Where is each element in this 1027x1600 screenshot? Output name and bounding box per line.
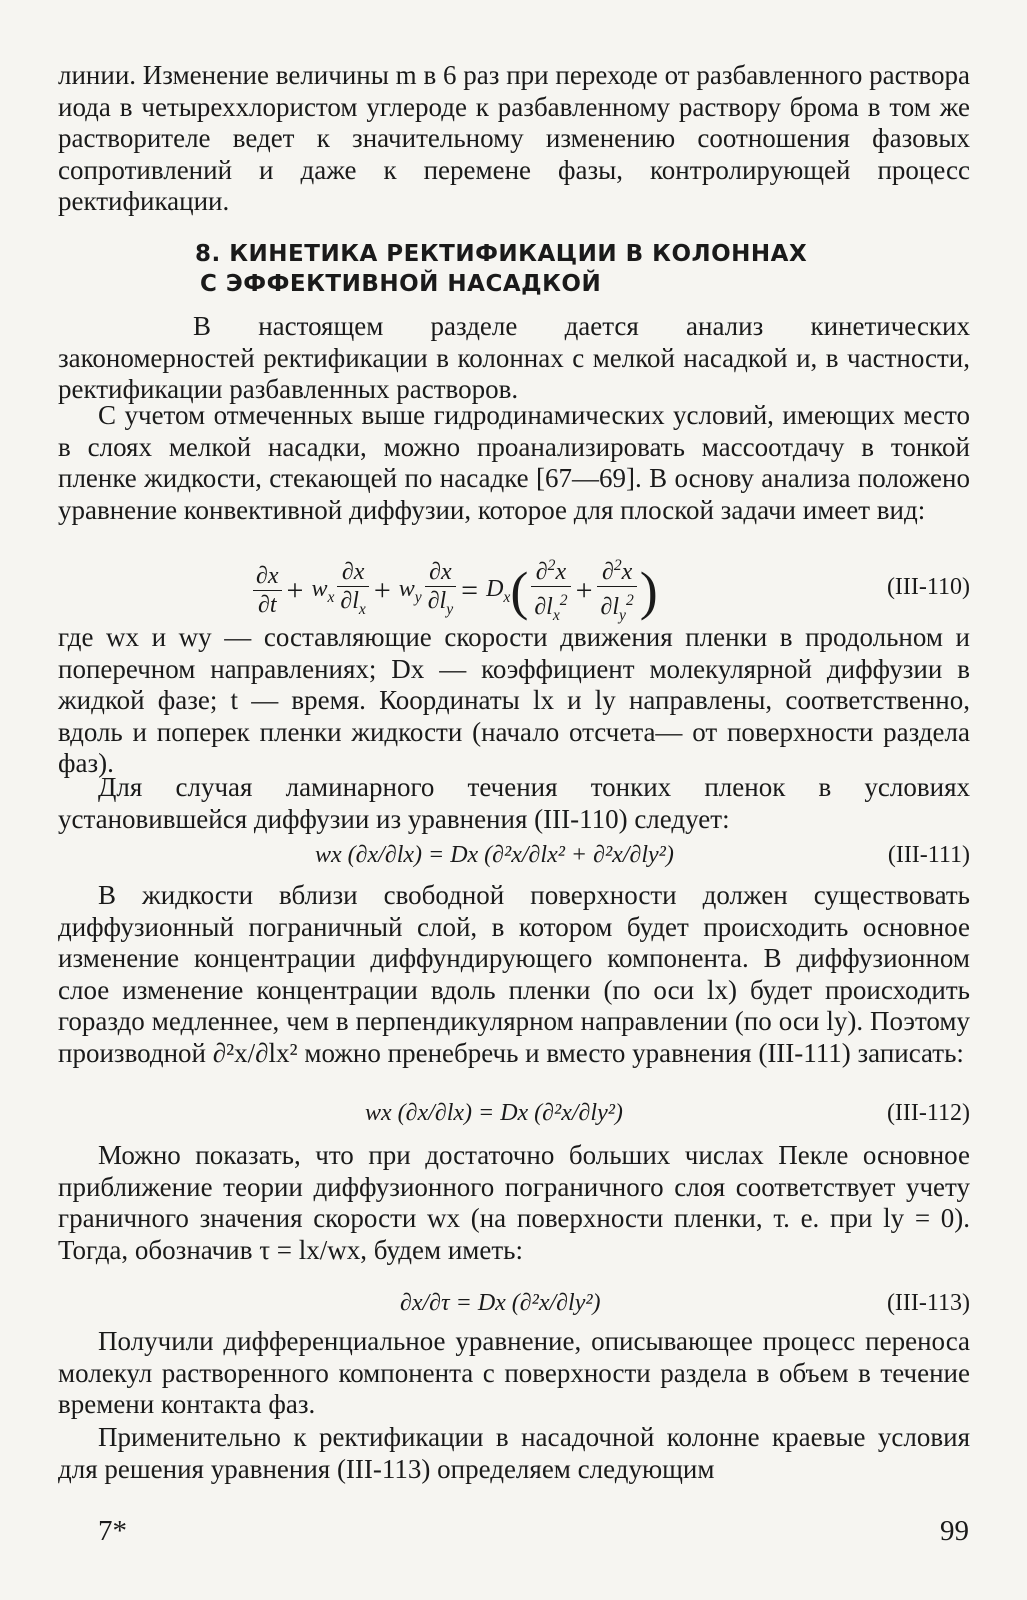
paragraph-intro: линии. Изменение величины m в 6 раз при переходе от разбавленного раствора иода в четыреххлористом углероде к разбавленному раствору брома в том же растворителе ведет к значительному изменению соотношения фазовых сопротивлений и даже к перемене фазы, контролирующей процесс ректификации. <box>58 60 970 216</box>
paragraph-section-intro: В настоящем разделе дается анализ кинетических закономерностей ректификации в колоннах с мелкой насадкой и, в частности, ректификации разбавленных растворов. <box>58 311 970 404</box>
paragraph-differential-equation: Получили дифференциальное уравнение, описывающее процесс переноса молекул растворенного компонента с поверхности раздела в объем в течение времени контакта фаз. <box>58 1326 970 1419</box>
equation-iii-112: wx (∂x/∂lx) = Dx (∂²x/∂ly²) <box>365 1100 623 1126</box>
equation-number-iii-112: (III-112) <box>886 1100 970 1126</box>
section-heading-line2: С ЭФФЕКТИВНОЙ НАСАДКОЙ <box>200 271 602 297</box>
signature-mark: 7* <box>98 1515 127 1547</box>
section-heading-line1: 8. КИНЕТИКА РЕКТИФИКАЦИИ В КОЛОННАХ <box>195 241 808 267</box>
equation-iii-113: ∂x/∂τ = Dx (∂²x/∂ly²) <box>400 1290 601 1316</box>
paragraph-notation: где wx и wy — составляющие скорости движения пленки в продольном и поперечном направлениях; Dx — коэффициент молекулярной диффузии в жидкой фазе; t — время. Координаты lx и ly направлены, соответственно, вдоль и поперек пленки жидкости (начало отсчета— от поверхности раздела фаз). <box>58 622 970 778</box>
paragraph-laminar: Для случая ламинарного течения тонких пленок в условиях установившейся диффузии из уравнения (III-110) следует: <box>58 772 970 834</box>
paragraph-peclet: Можно показать, что при достаточно больших числах Пекле основное приближение теории диффузионного пограничного слоя соответствует учету граничного значения скорости wx (на поверхности пленки, т. е. при ly = 0). Тогда, обозначив τ = lx/wx, будем иметь: <box>58 1140 970 1265</box>
equation-number-iii-111: (III-111) <box>887 842 970 868</box>
equation-number-iii-113: (III-113) <box>886 1290 970 1316</box>
paragraph-convective-diffusion: С учетом отмеченных выше гидродинамических условий, имеющих место в слоях мелкой насадки, можно проанализировать массоотдачу в тонкой пленке жидкости, стекающей по насадке [67—69]. В основу анализа положено уравнение конвективной диффузии, которое для плоской задачи имеет вид: <box>58 400 970 525</box>
paragraph-boundary-conditions: Применительно к ректификации в насадочной колонне краевые условия для решения уравнения (III-113) определяем следующим <box>58 1422 970 1484</box>
equation-iii-111: wx (∂x/∂lx) = Dx (∂²x/∂lx² + ∂²x/∂ly²) <box>315 842 674 868</box>
equation-iii-110: $\frac{\partial x}{\partial t}$ + $w_x$ $\frac{\partial x}{\partial l_x}$ + $w_y$ $\frac{\partial x}{\partial l_y}$ = $D_x$( $\frac{\partial^2x}{\partial l_x^2}$ + $\frac{\partial^2x}{\partial l_y^2}$ ) <box>250 552 658 630</box>
equation-number-iii-110: (III-110) <box>886 574 970 600</box>
paragraph-boundary-layer: В жидкости вблизи свободной поверхности должен существовать диффузионный пограничный слой, в котором будет происходить основное изменение концентрации диффундирующего компонента. В диффузионном слое изменение концентрации вдоль пленки (по оси lx) будет происходить гораздо медленнее, чем в перпендикулярном направлении (по оси ly). Поэтому производной ∂²x/∂lx² можно пренебречь и вместо уравнения (III-111) записать: <box>58 880 970 1068</box>
page-number: 99 <box>940 1515 969 1547</box>
